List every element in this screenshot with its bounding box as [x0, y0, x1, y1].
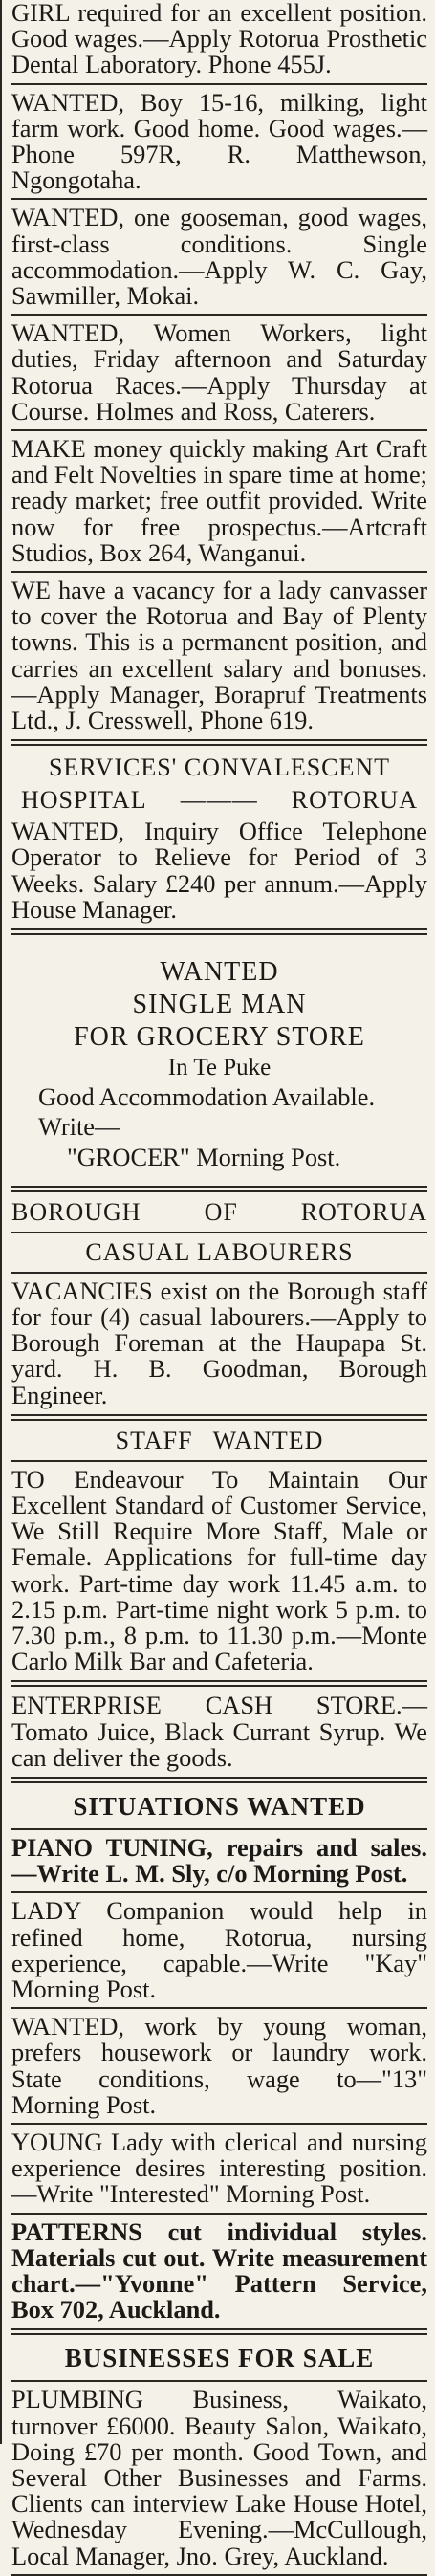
double-divider	[11, 1680, 427, 1687]
divider	[11, 1828, 427, 1830]
services-subheading	[11, 784, 427, 817]
services-rotorua-word: ROTORUA	[291, 786, 418, 815]
ad-young-woman: WANTED, work by young woman, prefers housework or laundry work. State conditions, wage to—"13" Morning Post.	[11, 2012, 427, 2119]
double-divider	[11, 739, 427, 746]
rotorua-word: ROTORUA	[300, 1197, 427, 1226]
divider	[11, 83, 427, 85]
ad-lady-canvasser: WE have a vacancy for a lady canvasser to cover the Rotorua and Bay of Plenty towns. This is a permanent position, and carries an excellent salary and bonuses.—Apply Manager, Borapruf Treatments Ltd., J. Cresswell, Phone 619.	[11, 576, 427, 735]
grocer-wanted: WANTED	[160, 957, 279, 988]
borough-body: VACANCIES exist on the Borough staff for four (4) casual labourers.—Apply to Borough Foreman at the Haupapa St. yard. H. B. Goodman, Borough Engineer.	[11, 1276, 427, 1409]
borough-word: BOROUGH	[11, 1197, 141, 1226]
services-dash: ———	[180, 786, 258, 815]
divider	[11, 571, 427, 573]
borough-heading	[11, 1196, 427, 1229]
divider	[11, 1272, 427, 1274]
divider	[11, 198, 427, 200]
divider	[11, 2007, 427, 2009]
divider	[11, 314, 427, 316]
ad-enterprise-cash-store: ENTERPRISE CASH STORE.—Tomato Juice, Black Currant Syrup. We can deliver the goods.	[11, 1691, 427, 1772]
services-body: WANTED, Inquiry Office Telephone Operator to Relieve for Period of 3 Weeks. Salary £240 per annum.—Apply House Manager.	[11, 817, 427, 924]
divider	[11, 2213, 427, 2215]
ad-piano-tuning: PIANO TUNING, repairs and sales. —Write L. M. Sly, c/o Morning Post.	[11, 1832, 427, 1888]
grocer-address: "GROCER" Morning Post.	[67, 1142, 341, 1171]
staff-heading: STAFF WANTED	[115, 1426, 324, 1454]
businesses-for-sale-heading: BUSINESSES FOR SALE	[64, 2344, 375, 2373]
divider	[11, 1891, 427, 1893]
grocer-accommodation: Good Accommodation Available.	[38, 1082, 376, 1112]
ad-art-craft: MAKE money quickly making Art Craft and Felt Novelties in spare time at home; ready market; free outfit provided. Write now for free prospectus.—Artcraft Studios, Box 264, Wanganui.	[11, 434, 427, 567]
divider	[11, 1460, 427, 1462]
divider	[11, 2123, 427, 2125]
ad-patterns: PATTERNS cut individual styles. Materials cut out. Write measurement chart.—"Yvonne" Pattern Service, Box 702, Auckland.	[11, 2216, 427, 2325]
ad-services-hospital	[11, 752, 427, 925]
divider	[11, 2380, 427, 2382]
grocer-write: Write—	[38, 1112, 120, 1142]
double-divider	[11, 1777, 427, 1783]
ad-borough-rotorua	[11, 1196, 427, 1410]
staff-body: TO Endeavour To Maintain Our Excellent Standard of Customer Service, We Still Require More Staff, Male or Female. Applications for full-time day work. Part-time day work 11.45 a.m. to 2.15 p.m. Part-time night work 5 p.m. to 7.30 p.m., 8 p.m. to 11.30 p.m.—Monte Carlo Milk Bar and Cafeteria.	[11, 1464, 427, 1676]
double-divider	[11, 928, 427, 935]
double-divider	[11, 2328, 427, 2335]
ad-lady-companion: LADY Companion would help in refined home, Rotorua, nursing experience, capable.—Write "Kay" Morning Post.	[11, 1896, 427, 2003]
of-word: OF	[204, 1197, 238, 1226]
ad-staff-wanted	[11, 1425, 427, 1677]
borough-subheading: CASUAL LABOURERS	[85, 1237, 354, 1266]
ad-girl-wanted: GIRL required for an excellent position. Good wages.—Apply Rotorua Prosthetic Dental Laboratory. Phone 455J.	[11, 0, 427, 79]
double-divider	[11, 1414, 427, 1421]
ad-grocery-store	[11, 939, 427, 1182]
ad-women-workers: WANTED, Women Workers, light duties, Friday afternoon and Saturday Rotorua Races.—Apply Thursday at Course. Holmes and Ross, Caterers.	[11, 318, 427, 426]
grocer-single-man: SINGLE MAN	[132, 990, 307, 1020]
ad-plumbing-business: PLUMBING Business, Waikato, turnover £6000. Beauty Salon, Waikato, Doing £70 per month. Good Town, and Several Other Businesses and Farms. Clients can interview Lake House Hotel, Wednesday Evening.—McCullough, Local Manager, Jno. Grey, Auckland.	[11, 2385, 427, 2570]
services-hospital-word: HOSPITAL	[21, 786, 147, 815]
grocer-location: In Te Puke	[167, 1055, 272, 1081]
grocer-store: FOR GROCERY STORE	[74, 1022, 365, 1053]
divider	[11, 1232, 427, 1233]
situations-wanted-heading: SITUATIONS WANTED	[73, 1791, 366, 1821]
divider	[11, 429, 427, 431]
double-divider	[11, 1186, 427, 1192]
ad-young-lady: YOUNG Lady with clerical and nursing experience desires interesting position.—Write "Interested" Morning Post.	[11, 2127, 427, 2209]
ad-boy-wanted: WANTED, Boy 15-16, milking, light farm work. Good home. Good wages.—Phone 597R, R. Matthewson, Ngongotaha.	[11, 87, 427, 195]
services-heading: SERVICES' CONVALESCENT	[48, 753, 391, 782]
ad-gooseman-wanted: WANTED, one gooseman, good wages, first-class conditions. Single accommodation.—Apply W. C. Gay, Sawmiller, Mokai.	[11, 203, 427, 311]
